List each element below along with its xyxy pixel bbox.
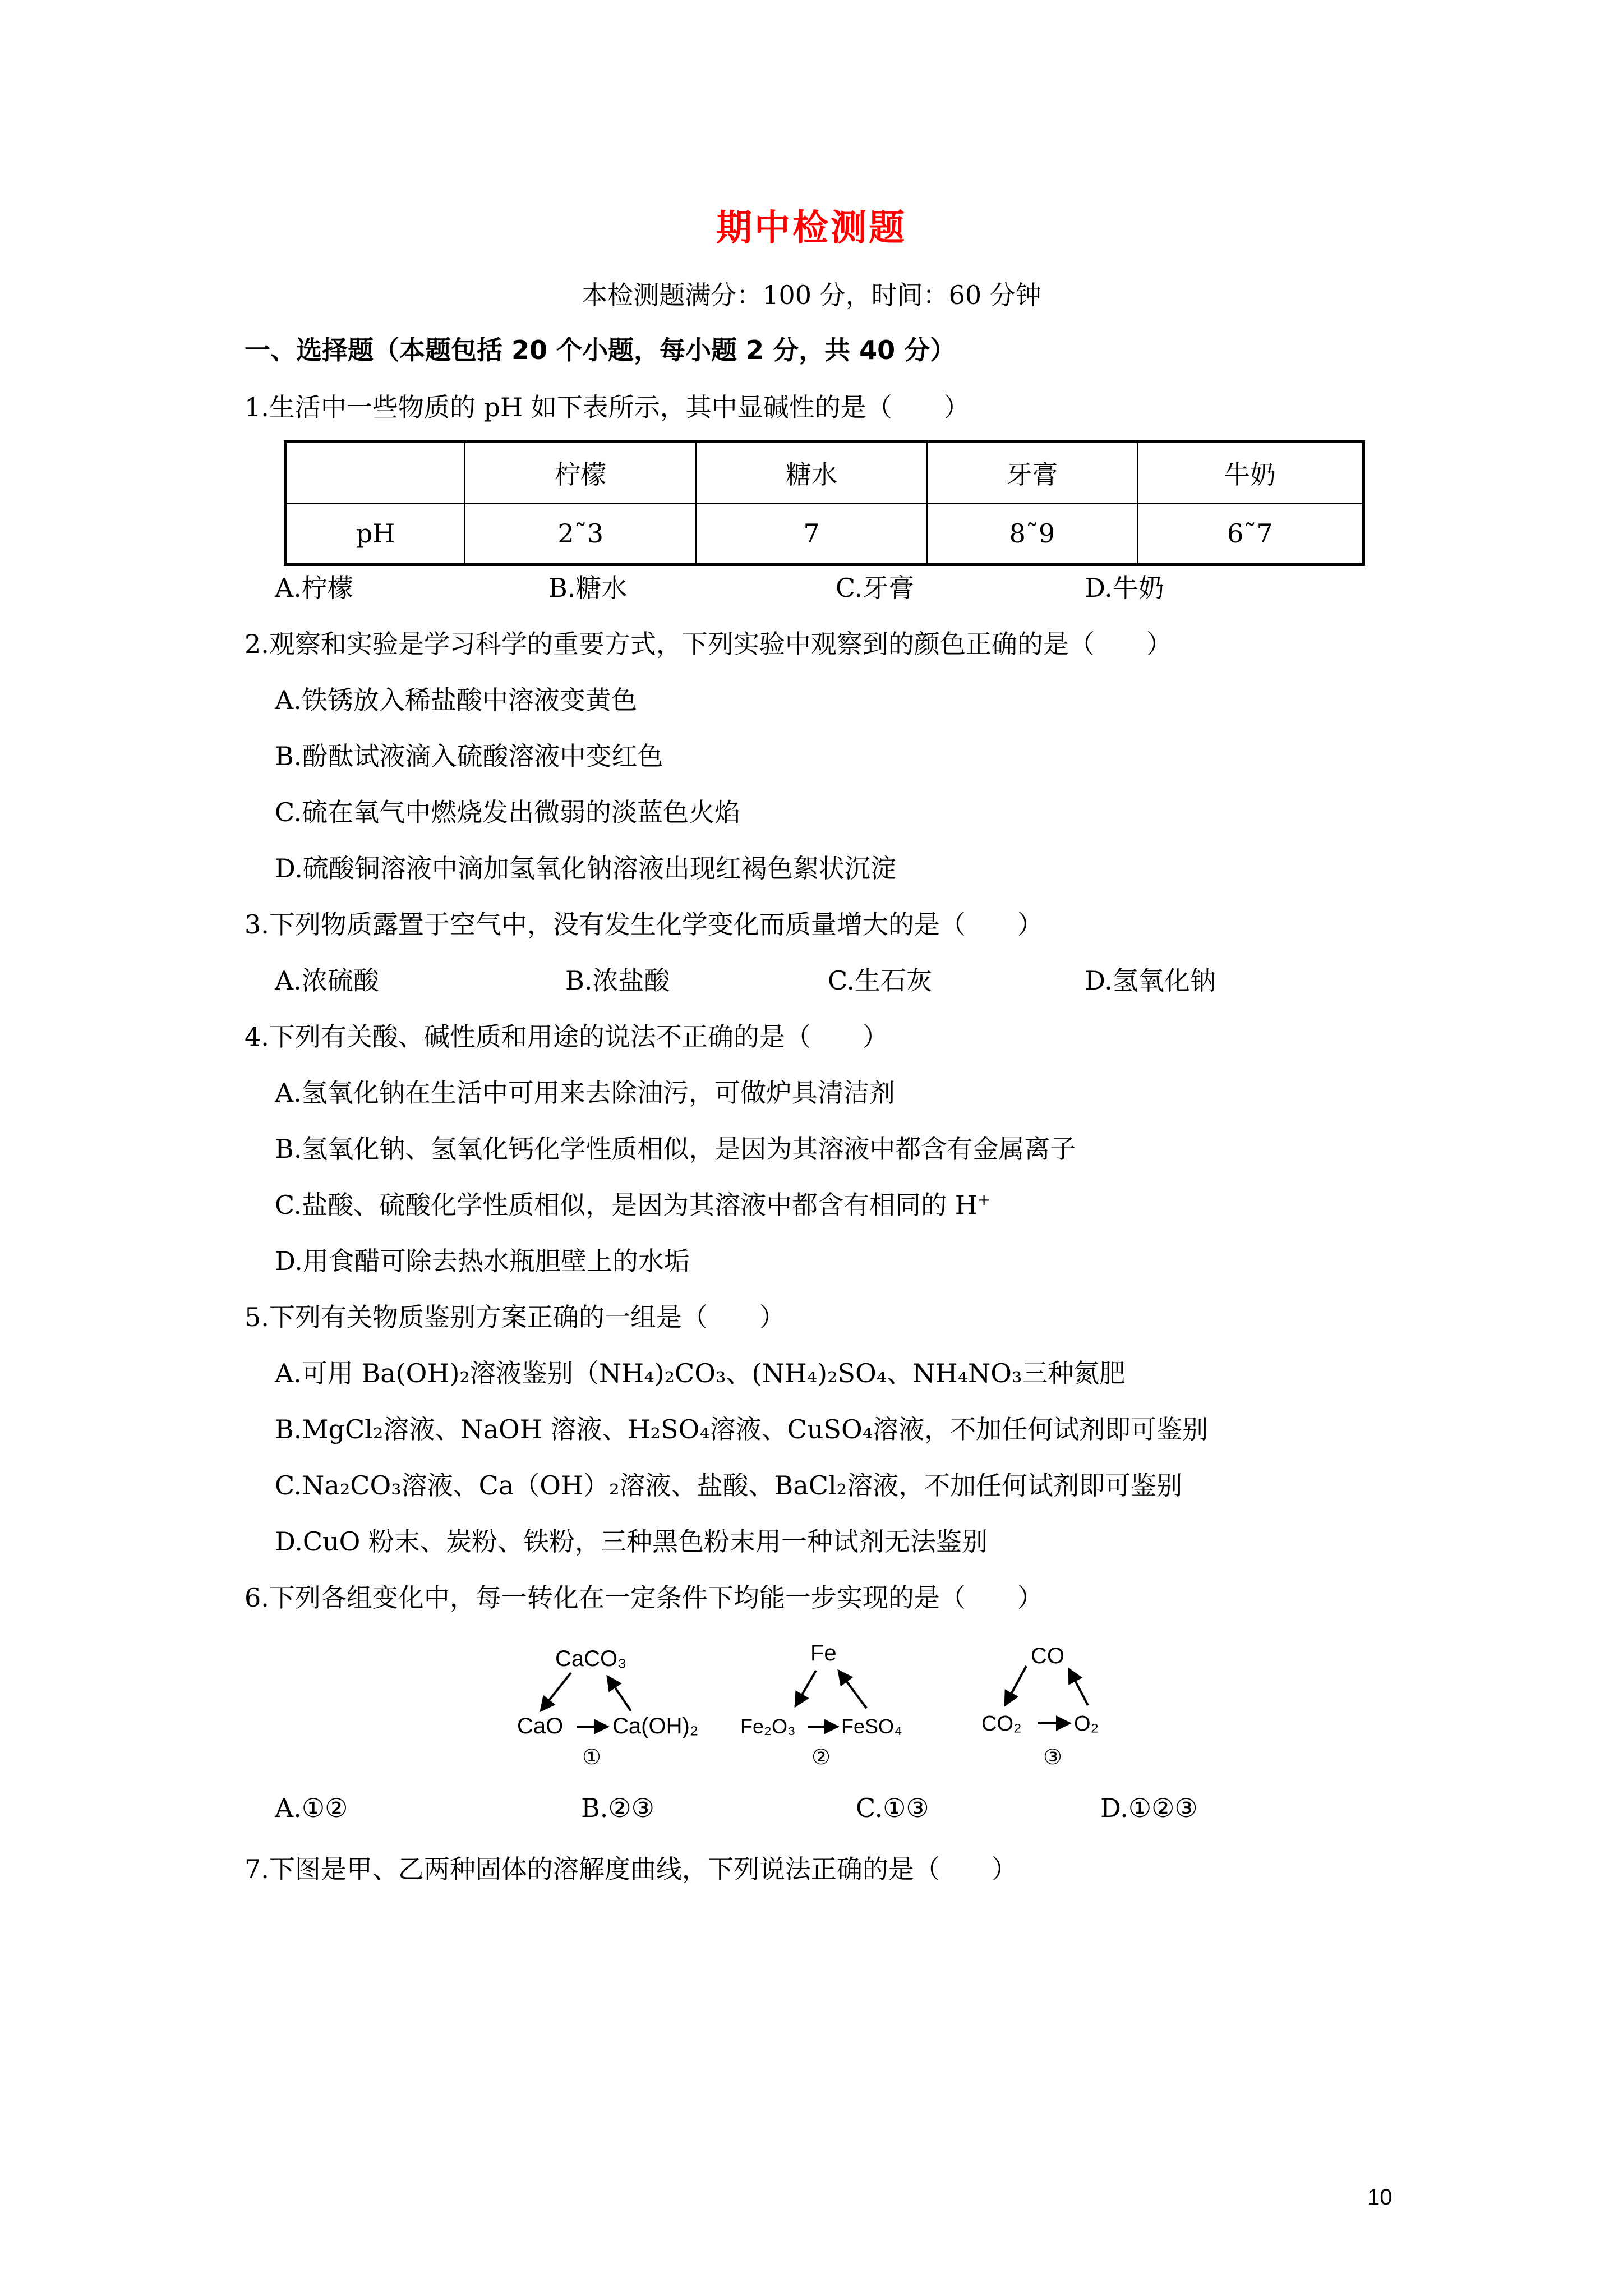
q4-option-c-text: C.盐酸、硫酸化学性质相似，是因为其溶液中都含有相同的 H <box>275 1190 978 1220</box>
page-number: 10 <box>1367 2185 1393 2210</box>
g1-right-label: Ca(OH)₂ <box>612 1714 699 1738</box>
g2-number: ② <box>811 1746 831 1769</box>
table-header-cell: 糖水 <box>696 442 927 504</box>
q1-option-a[interactable]: A.柠檬 <box>275 573 353 603</box>
q2-option-d[interactable]: D.硫酸铜溶液中滴加氢氧化钠溶液出现红褐色絮状沉淀 <box>275 853 896 884</box>
g2-left-label: Fe₂O₃ <box>740 1715 796 1738</box>
g1-number: ① <box>582 1746 602 1769</box>
q4-option-b[interactable]: B.氢氧化钠、氢氧化钙化学性质相似，是因为其溶液中都含有金属离子 <box>275 1134 1076 1164</box>
question-7-stem: 7.下图是甲、乙两种固体的溶解度曲线，下列说法正确的是（ ） <box>245 1854 1017 1884</box>
conversion-diagram <box>505 1627 1133 1795</box>
question-2-stem: 2.观察和实验是学习科学的重要方式，下列实验中观察到的颜色正确的是（ ） <box>245 629 1172 659</box>
g3-number: ③ <box>1043 1746 1063 1769</box>
table-cell: 7 <box>696 503 927 565</box>
arrow-right-to-top <box>607 1676 631 1711</box>
section-heading: 一、选择题（本题包括 20 个小题，每小题 2 分，共 40 分） <box>245 335 956 365</box>
table-cell: 2˜3 <box>465 503 696 565</box>
q3-option-b[interactable]: B.浓盐酸 <box>565 965 670 996</box>
q2-option-b[interactable]: B.酚酞试液滴入硫酸溶液中变红色 <box>275 741 663 771</box>
q6-option-c[interactable]: C.①③ <box>856 1793 929 1823</box>
q2-option-a[interactable]: A.铁锈放入稀盐酸中溶液变黄色 <box>275 685 637 715</box>
question-6-stem: 6.下列各组变化中，每一转化在一定条件下均能一步实现的是（ ） <box>245 1582 1043 1613</box>
arrow-right-to-top <box>1069 1669 1088 1705</box>
g3-left-label: CO₂ <box>981 1712 1022 1736</box>
arrow-top-to-left <box>541 1673 571 1711</box>
q6-option-b[interactable]: B.②③ <box>581 1793 654 1823</box>
q3-option-d[interactable]: D.氢氧化钠 <box>1085 965 1216 996</box>
q5-option-c[interactable]: C.Na₂CO₃溶液、Ca（OH）₂溶液、盐酸、BaCl₂溶液，不加任何试剂即可鉴别 <box>275 1470 1183 1501</box>
arrow-right-to-top <box>838 1671 866 1708</box>
q2-option-c[interactable]: C.硫在氧气中燃烧发出微弱的淡蓝色火焰 <box>275 797 741 827</box>
table-header-cell: 牙膏 <box>927 442 1137 504</box>
table-header-row <box>285 442 1364 504</box>
exam-info: 本检测题满分：100 分，时间：60 分钟 <box>582 280 1041 310</box>
question-1-stem: 1.生活中一些物质的 pH 如下表所示，其中显碱性的是（ ） <box>245 392 970 422</box>
g2-top-label: Fe <box>810 1641 837 1665</box>
g2-right-label: FeSO₄ <box>841 1715 902 1738</box>
q4-option-c[interactable] <box>275 1185 990 1222</box>
question-4-stem: 4.下列有关酸、碱性质和用途的说法不正确的是（ ） <box>245 1022 888 1052</box>
q4-option-a[interactable]: A.氢氧化钠在生活中可用来去除油污，可做炉具清洁剂 <box>275 1078 895 1108</box>
arrow-top-to-left <box>1005 1666 1026 1705</box>
superscript-plus: + <box>977 1190 991 1209</box>
q1-option-c[interactable]: C.牙膏 <box>836 573 915 603</box>
q1-option-d[interactable]: D.牛奶 <box>1085 573 1164 603</box>
q5-option-b[interactable]: B.MgCl₂溶液、NaOH 溶液、H₂SO₄溶液、CuSO₄溶液，不加任何试剂即可鉴别 <box>275 1414 1209 1444</box>
diagram-group-2 <box>740 1641 902 1769</box>
q4-option-d[interactable]: D.用食醋可除去热水瓶胆壁上的水垢 <box>275 1246 690 1276</box>
g3-right-label: O₂ <box>1074 1712 1099 1736</box>
diagram-group-3 <box>981 1644 1099 1769</box>
arrow-top-to-left <box>795 1671 816 1706</box>
q3-option-a[interactable]: A.浓硫酸 <box>275 965 379 996</box>
q5-option-d[interactable]: D.CuO 粉末、炭粉、铁粉，三种黑色粉末用一种试剂无法鉴别 <box>275 1526 988 1557</box>
table-cell: 8˜9 <box>927 503 1137 565</box>
q6-option-a[interactable]: A.①② <box>275 1793 348 1823</box>
ph-table <box>284 440 1365 566</box>
table-header-cell: 柠檬 <box>465 442 696 504</box>
table-row-label: pH <box>285 503 465 565</box>
table-row <box>285 503 1364 565</box>
q6-option-d[interactable]: D.①②③ <box>1100 1793 1198 1823</box>
q3-option-c[interactable]: C.生石灰 <box>828 965 933 996</box>
page-title: 期中检测题 <box>716 208 907 249</box>
q5-option-a[interactable]: A.可用 Ba(OH)₂溶液鉴别（NH₄)₂CO₃、(NH₄)₂SO₄、NH₄NO₃三种氮肥 <box>275 1358 1126 1388</box>
q1-option-b[interactable]: B.糖水 <box>548 573 628 603</box>
question-3-stem: 3.下列物质露置于空气中，没有发生化学变化而质量增大的是（ ） <box>245 909 1043 940</box>
g1-left-label: CaO <box>517 1714 564 1738</box>
table-cell: 6˜7 <box>1137 503 1364 565</box>
table-header-cell <box>285 442 465 504</box>
table-header-cell: 牛奶 <box>1137 442 1364 504</box>
g3-top-label: CO <box>1031 1644 1064 1668</box>
g1-top-label: CaCO₃ <box>555 1646 627 1671</box>
question-5-stem: 5.下列有关物质鉴别方案正确的一组是（ ） <box>245 1302 785 1332</box>
diagram-group-1 <box>517 1646 698 1769</box>
